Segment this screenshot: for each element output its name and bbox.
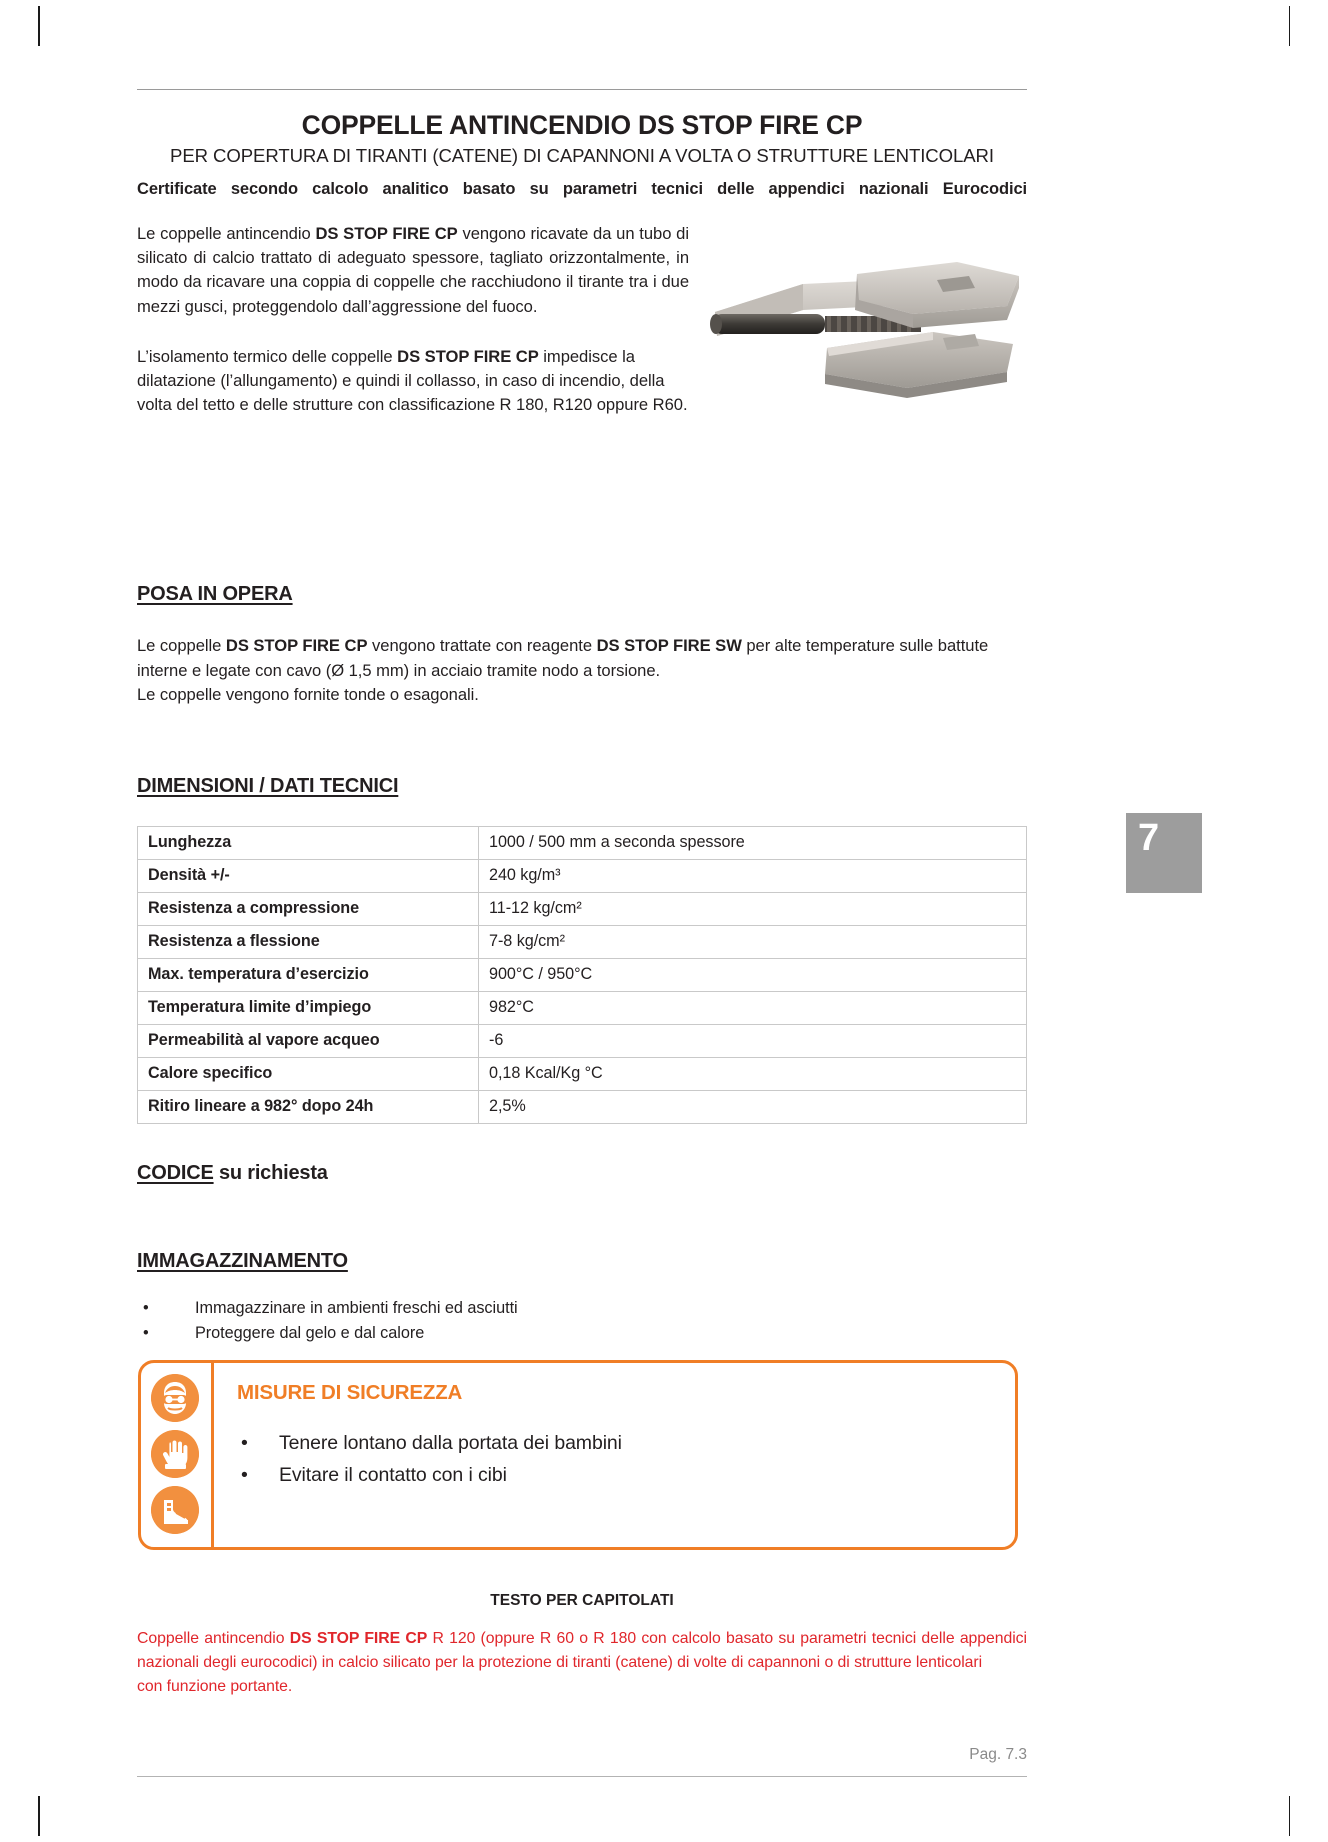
- table-cell-value: 240 kg/m³: [479, 860, 1027, 893]
- capitolati-lead: Coppelle antincendio: [137, 1630, 290, 1647]
- safety-box-title: MISURE DI SICUREZZA: [237, 1381, 463, 1404]
- bullet-icon: •: [143, 1324, 149, 1342]
- list-item: [137, 1321, 837, 1346]
- section-heading-immagazzinamento: IMMAGAZZINAMENTO: [137, 1250, 348, 1272]
- posa-tail: per alte temperature sulle battute interne e legate con cavo (Ø 1,5 mm) in acciaio tramite nodo a torsione.: [137, 636, 989, 680]
- table-cell-key: Densità +/-: [138, 860, 479, 893]
- list-item-label: Immagazzinare in ambienti freschi ed asciutti: [195, 1299, 518, 1317]
- bullet-icon: •: [241, 1432, 248, 1454]
- table-row: [138, 860, 1027, 893]
- table-cell-key: Ritiro lineare a 982° dopo 24h: [138, 1091, 479, 1124]
- list-item-label: Proteggere dal gelo e dal calore: [195, 1324, 425, 1342]
- table-cell-key: Resistenza a flessione: [138, 926, 479, 959]
- table-row: [138, 893, 1027, 926]
- intro-p1-tail: vengono ricavate da un tubo di silicato di calcio trattato di adeguato spessore, tagliato orizzontalmente, in modo da ricavare una coppia di coppelle che racchiudono il tirante tra i due mezzi gusci, proteggendolo dall’aggressione del fuoco.: [137, 224, 689, 316]
- capitolati-tail: R 120 (oppure R 60 o R 180 con calcolo basato su parametri tecnici delle appendici nazionali degli eurocodici) in calcio silicato per la protezione di tiranti (catene) di volte di capannoni o di strutture lenticolari: [137, 1630, 1027, 1671]
- list-item-label: Evitare il contatto con i cibi: [279, 1464, 507, 1486]
- table-row: [138, 992, 1027, 1025]
- safety-goggles-icon: [151, 1374, 199, 1422]
- chapter-tab-number: 7: [1138, 817, 1160, 859]
- table-cell-value: 7-8 kg/cm²: [479, 926, 1027, 959]
- crop-mark-top-left: [38, 6, 40, 46]
- table-cell-key: Resistenza a compressione: [138, 893, 479, 926]
- page-subtitle: PER COPERTURA DI TIRANTI (CATENE) DI CAPANNONI A VOLTA O STRUTTURE LENTICOLARI: [170, 145, 994, 166]
- table-cell-value: 900°C / 950°C: [479, 959, 1027, 992]
- safety-measures-list: [237, 1427, 937, 1491]
- table-cell-key: Lunghezza: [138, 827, 479, 860]
- table-row: [138, 1058, 1027, 1091]
- table-row: [138, 926, 1027, 959]
- safety-gloves-icon: [151, 1430, 199, 1478]
- product-photo: [707, 240, 1027, 400]
- table-cell-value: 0,18 Kcal/Kg °C: [479, 1058, 1027, 1091]
- footer-rule: [137, 1776, 1027, 1777]
- capitolati-brand: DS STOP FIRE CP: [289, 1630, 428, 1647]
- safety-box-divider: [211, 1363, 214, 1547]
- safety-boots-icon: [151, 1486, 199, 1534]
- intro-p2-brand: DS STOP FIRE CP: [397, 346, 539, 366]
- bullet-icon: •: [241, 1464, 248, 1486]
- bullet-icon: •: [143, 1299, 149, 1317]
- table-cell-value: -6: [479, 1025, 1027, 1058]
- table-row: [138, 827, 1027, 860]
- intro-p2-lead: L’isolamento termico delle coppelle: [137, 346, 398, 366]
- codice-rest: su richiesta: [213, 1162, 328, 1184]
- chapter-tab: [1126, 813, 1202, 893]
- table-cell-key: Temperatura limite d’impiego: [138, 992, 479, 1025]
- safety-icon-column: [151, 1374, 205, 1542]
- section-heading-posa-in-opera: POSA IN OPERA: [137, 583, 293, 605]
- table-cell-value: 11-12 kg/cm²: [479, 893, 1027, 926]
- intro-p2-tail: impedisce la dilatazione (l’allungamento) e quindi il collasso, in caso di incendio, della volta del tetto e delle strutture con classificazione R 180, R120 oppure R60.: [137, 346, 688, 415]
- posa-in-opera-body: [137, 634, 1027, 708]
- crop-mark-top-right: [1289, 6, 1291, 46]
- capitolati-heading: TESTO PER CAPITOLATI: [490, 1592, 674, 1609]
- intro-paragraph-2: [137, 345, 689, 418]
- list-item: [137, 1296, 837, 1321]
- capitolati-body: [137, 1627, 1027, 1699]
- page-number: Pag. 7.3: [969, 1746, 1027, 1763]
- list-item: [237, 1427, 937, 1459]
- table-cell-value: 982°C: [479, 992, 1027, 1025]
- section-heading-dimensioni: DIMENSIONI / DATI TECNICI: [137, 775, 399, 797]
- header-rule: [137, 89, 1027, 90]
- certification-line: Certificate secondo calcolo analitico basato su parametri tecnici delle appendici nazionali Eurocodici: [137, 180, 1027, 198]
- technical-data-table: [137, 826, 1027, 1124]
- codice-underlined: CODICE: [137, 1162, 214, 1184]
- crop-mark-bottom-right: [1289, 1796, 1291, 1836]
- posa-brand-2: DS STOP FIRE SW: [596, 636, 742, 655]
- posa-mid: vengono trattate con reagente: [367, 636, 597, 655]
- intro-p1-brand: DS STOP FIRE CP: [315, 224, 458, 243]
- table-row: [138, 1025, 1027, 1058]
- table-cell-key: Calore specifico: [138, 1058, 479, 1091]
- intro-paragraph-1: [137, 222, 689, 319]
- intro-p1-lead: Le coppelle antincendio: [137, 224, 316, 243]
- table-cell-key: Max. temperatura d’esercizio: [138, 959, 479, 992]
- capitolati-last-line: con funzione portante.: [137, 1678, 293, 1695]
- list-item-label: Tenere lontano dalla portata dei bambini: [279, 1432, 622, 1454]
- table-row: [138, 959, 1027, 992]
- immagazzinamento-list: [137, 1296, 837, 1346]
- list-item: [237, 1459, 937, 1491]
- page-title: COPPELLE ANTINCENDIO DS STOP FIRE CP: [301, 110, 863, 140]
- table-cell-value: 1000 / 500 mm a seconda spessore: [479, 827, 1027, 860]
- intro-text-block: [137, 222, 689, 443]
- table-cell-key: Permeabilità al vapore acqueo: [138, 1025, 479, 1058]
- table-row: [138, 1091, 1027, 1124]
- posa-lead: Le coppelle: [137, 636, 226, 655]
- posa-line-2: Le coppelle vengono fornite tonde o esagonali.: [137, 685, 479, 704]
- posa-brand-1: DS STOP FIRE CP: [225, 636, 368, 655]
- crop-mark-bottom-left: [38, 1796, 40, 1836]
- section-heading-codice: [137, 1162, 328, 1185]
- table-cell-value: 2,5%: [479, 1091, 1027, 1124]
